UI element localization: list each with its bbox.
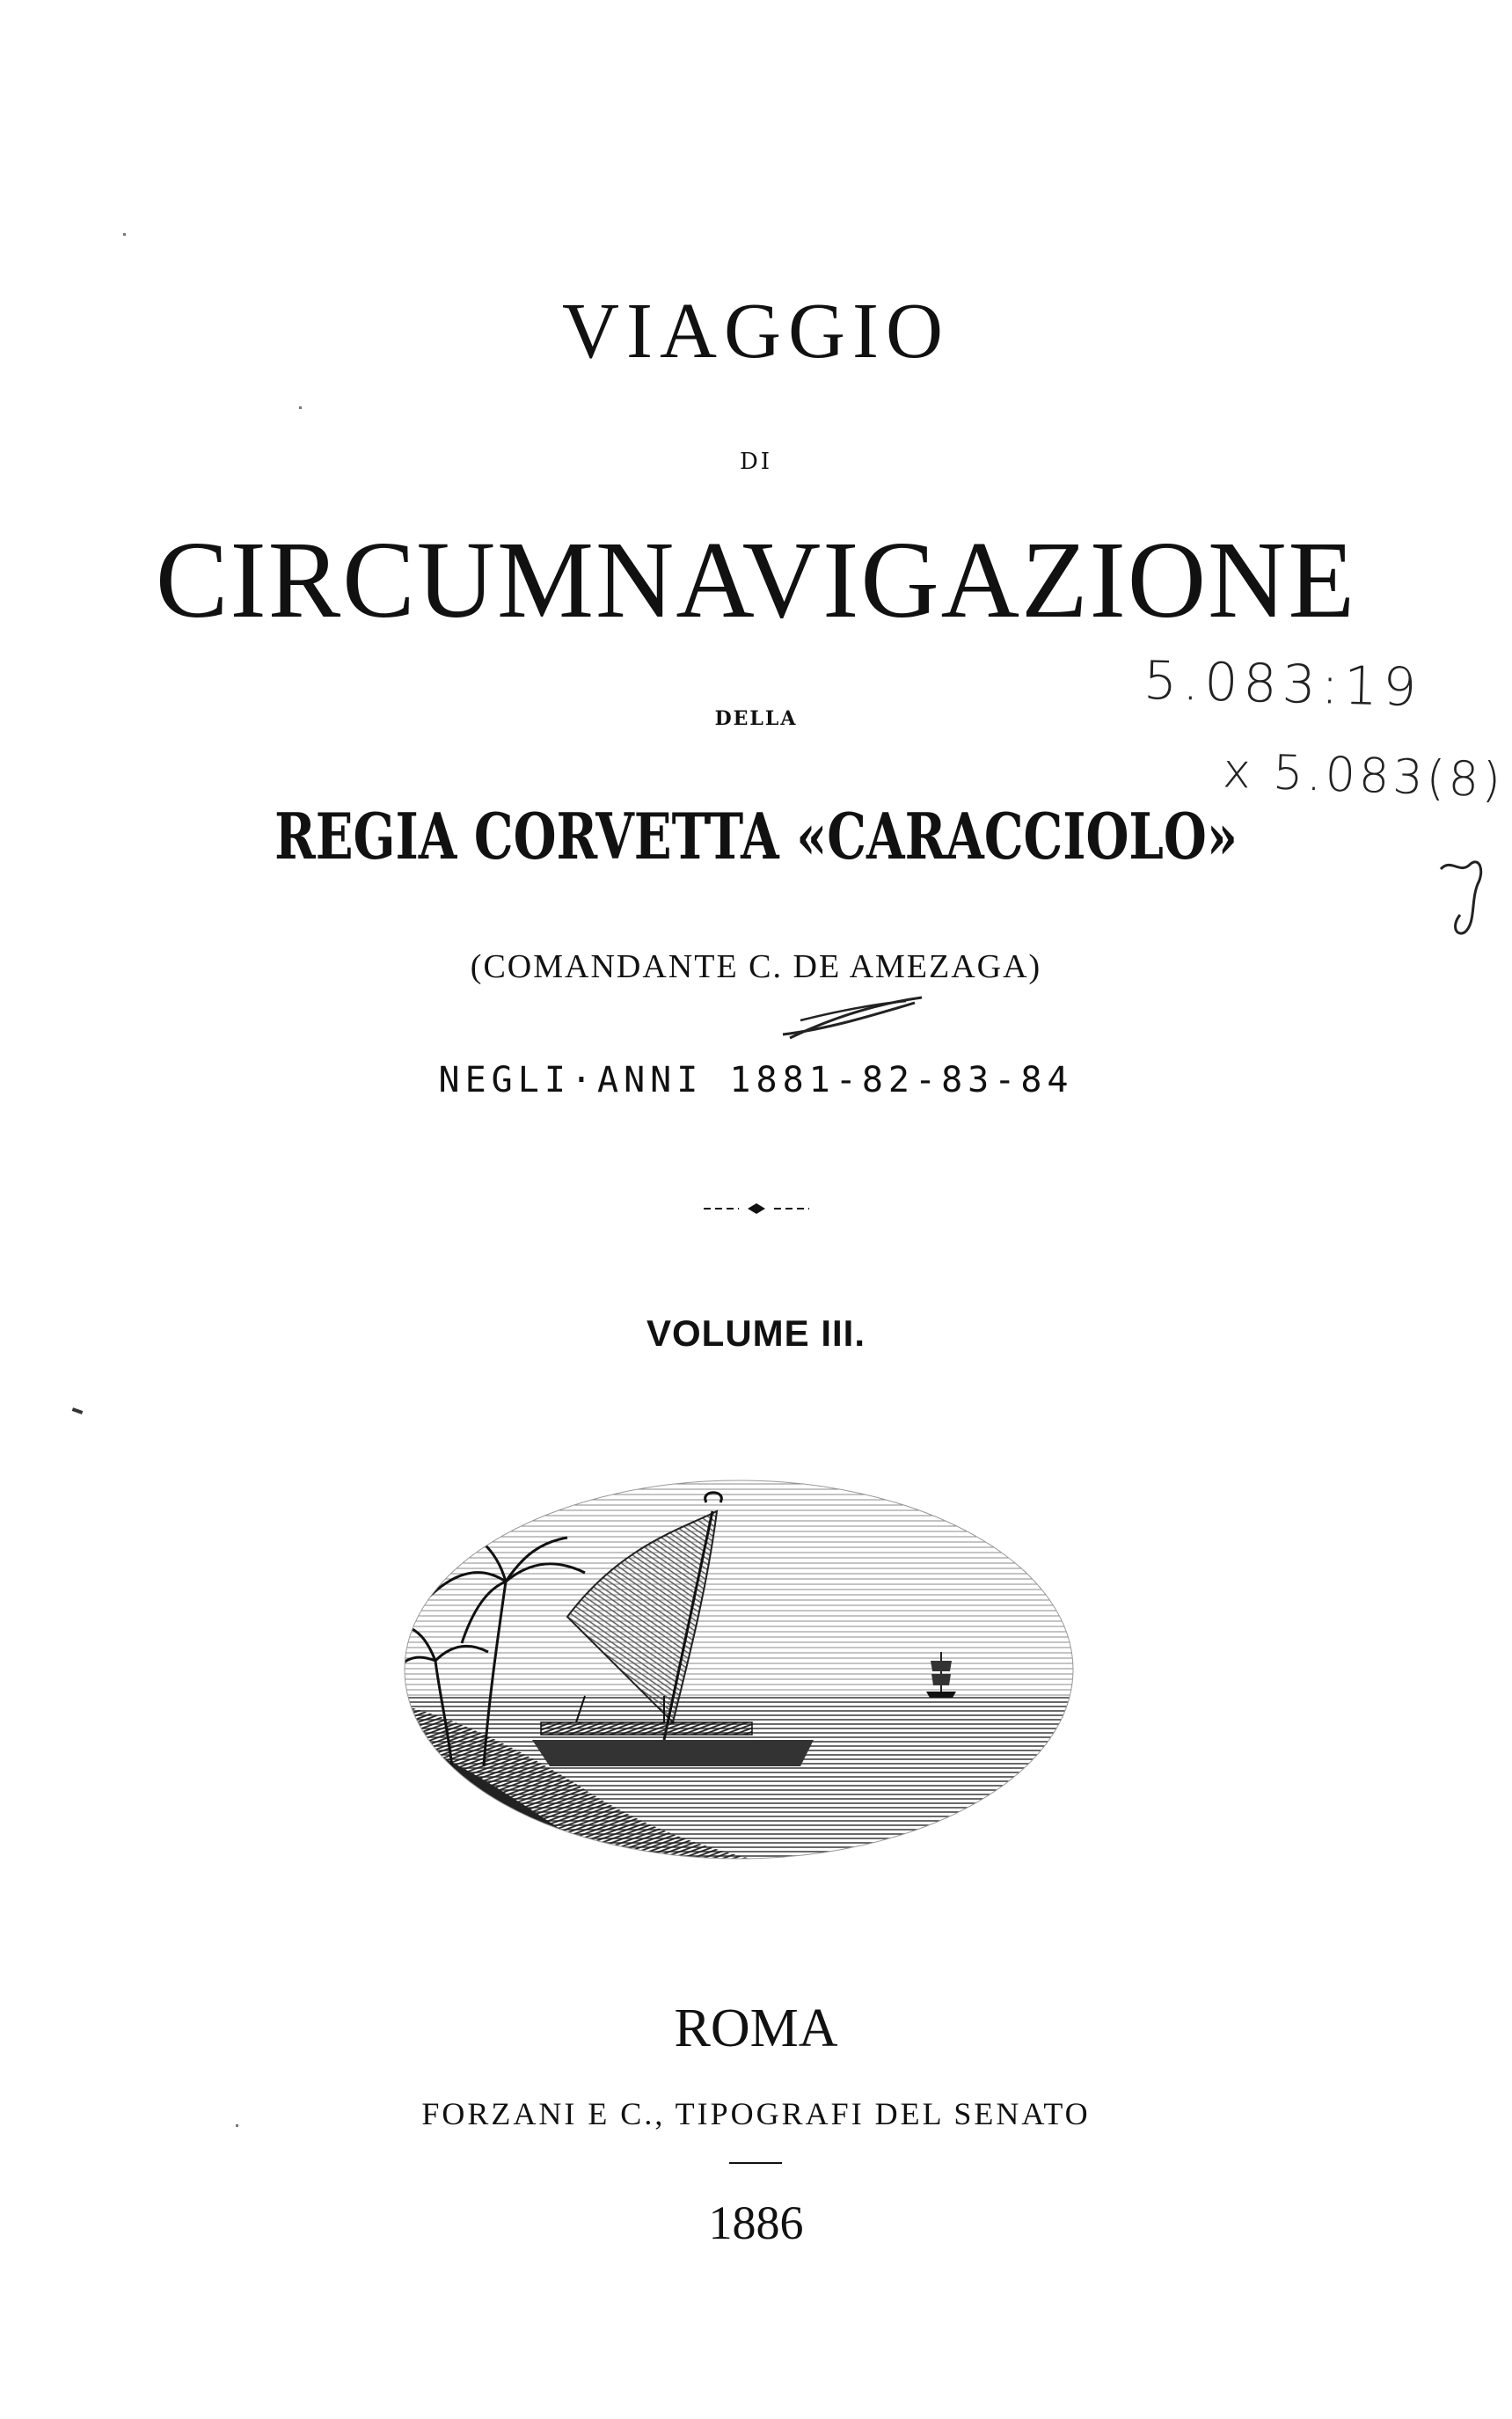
ornament-divider [704, 1200, 809, 1217]
imprint-year: 1886 [708, 2196, 804, 2249]
scan-speck [72, 1407, 84, 1414]
volume-label: VOLUME III. [646, 1312, 866, 1354]
imprint-publisher: FORZANI E C., TIPOGRAFI DEL SENATO [421, 2096, 1091, 2131]
imprint-rule [729, 2162, 782, 2164]
handwritten-mark [1434, 844, 1495, 941]
title-ship-name: REGIA CORVETTA «CARACCIOLO» [274, 799, 1238, 873]
scan-speck [236, 2124, 238, 2127]
title-circumnavigazione: CIRCUMNAVIGAZIONE [155, 520, 1357, 641]
scan-speck [123, 233, 126, 236]
title-years: NEGLI·ANNI 1881-82-83-84 [438, 1060, 1074, 1100]
handwritten-shelfmark-2: x 5.083(8) [1222, 742, 1506, 808]
title-della: DELLA [714, 707, 798, 730]
imprint-city: ROMA [674, 1999, 838, 2058]
title-di: DI [739, 449, 773, 475]
scan-speck [299, 406, 302, 409]
pencil-stroke-mark [774, 994, 932, 1047]
title-viaggio: VIAGGIO [562, 288, 950, 375]
handwritten-shelfmark-1: 5.083:19 [1143, 649, 1423, 720]
title-commander: (COMANDANTE C. DE AMEZAGA) [470, 948, 1042, 985]
vignette-engraving [400, 1476, 1077, 1863]
